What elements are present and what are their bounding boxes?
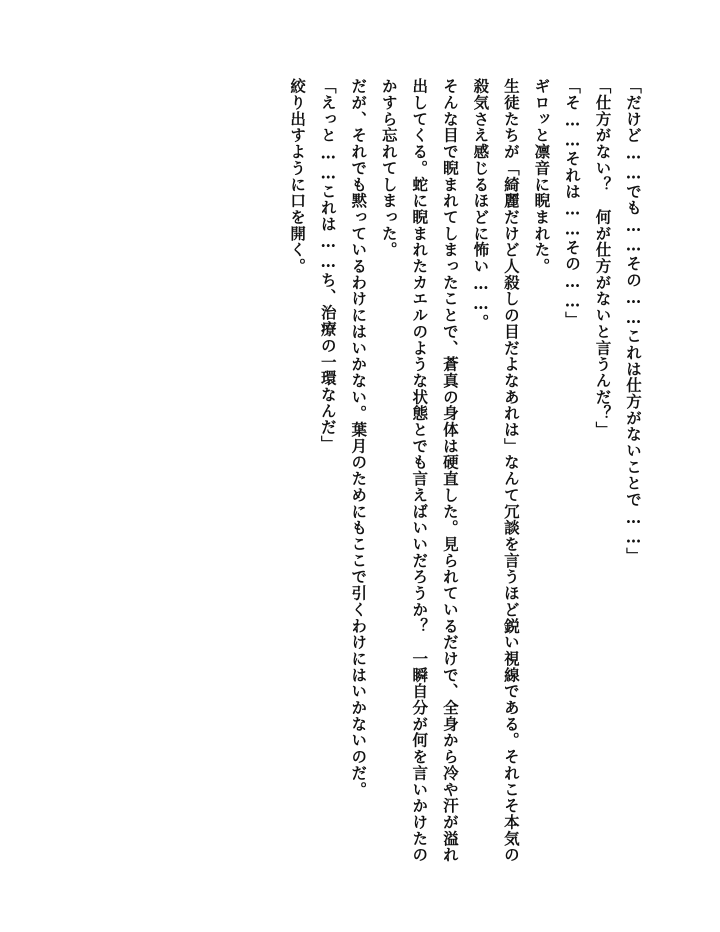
paragraph: 「だけど……でも……その……これは仕方がないことで……」 [624,78,643,564]
vertical-body-text [282,78,648,868]
paragraph: ギロッと凛音に睨まれた。 [532,78,552,275]
paragraph: そんな目で睨まれてしまったことで、蒼真の身体は硬直した。見られているだけで、全身から冷や汗が溢れ出してくる。蛇に睨まれたカエルのような状態とでも言えばいいだろうか？ 一瞬自分が何を言いかけたのかすら忘れてしまった。 [379,78,460,863]
paragraph: 「そ……それは……その……」 [562,78,582,328]
paragraph: 「仕方がない？ 何が仕方がないと言うんだ？」 [593,78,613,438]
paragraph: 「えっと……これは……ち、治療の一環なんだ」 [318,78,338,452]
paragraph: だが、それでも黙っているわけにはいかない。葉月のためにもここで引くわけにはいかないのだ。 [349,78,369,798]
paragraph: 生徒たちが「綺麗だけど人殺しの目だよなあれは」なんて冗談を言うほど鋭い視線である。それこそ本気の殺気さえ感じるほどに怖い……。 [471,78,521,863]
paragraph: 絞り出すように口を開く。 [288,78,308,275]
